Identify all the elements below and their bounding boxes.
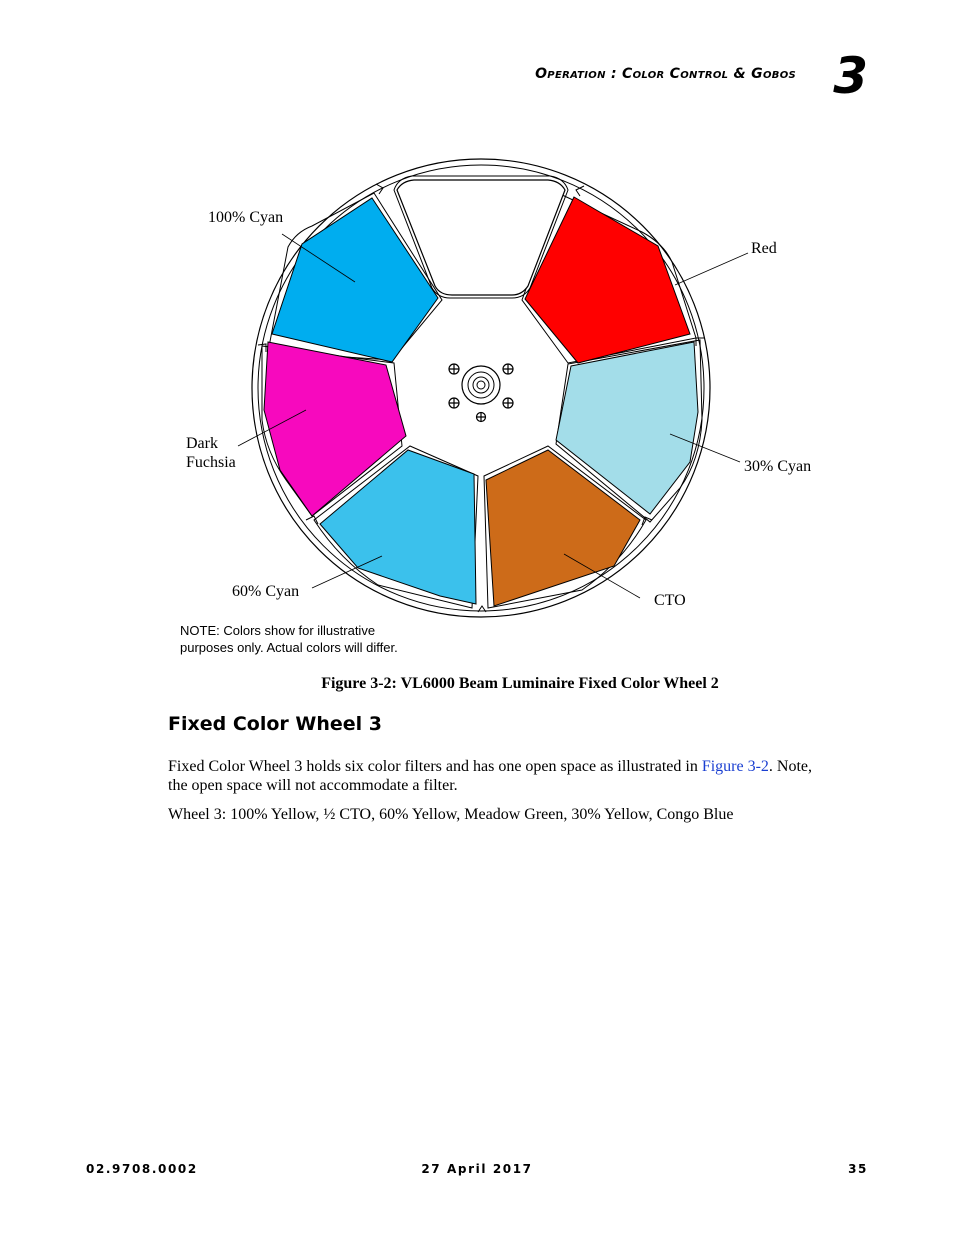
label-dark-fuchsia-line2: Fuchsia: [186, 454, 236, 471]
footer-doc-number: 02.9708.0002: [86, 1162, 198, 1176]
label-100-cyan: 100% Cyan: [208, 209, 284, 226]
label-red: Red: [751, 240, 777, 257]
hub: [462, 366, 500, 404]
paragraph-1: [168, 757, 868, 795]
footer-date: 27 April 2017: [421, 1162, 533, 1176]
paragraph-1-text-end: . Note,: [768, 758, 813, 775]
label-cto: CTO: [654, 592, 686, 609]
paragraph-1-text: Fixed Color Wheel 3 holds six color filters and has one open space as illustrated in: [168, 758, 702, 775]
label-60-cyan: 60% Cyan: [232, 583, 300, 600]
paragraph-2: Wheel 3: 100% Yellow, ½ CTO, 60% Yellow, Meadow Green, 30% Yellow, Congo Blue: [168, 806, 734, 823]
figure-note: [180, 622, 398, 656]
label-30-cyan: 30% Cyan: [744, 458, 812, 475]
paragraph-1-line2: the open space will not accommodate a filter.: [168, 777, 458, 794]
figure-note-line1: NOTE: Colors show for illustrative: [180, 623, 376, 638]
figure-note-line2: purposes only. Actual colors will differ.: [180, 640, 398, 655]
label-dark-fuchsia-line1: Dark: [186, 435, 218, 452]
chapter-number: 3: [833, 47, 868, 105]
header-section-title: Operation : Color Control & Gobos: [535, 66, 796, 82]
section-heading: Fixed Color Wheel 3: [168, 713, 383, 735]
figure-link[interactable]: Figure 3-2: [701, 758, 769, 775]
figure-caption: Figure 3-2: VL6000 Beam Luminaire Fixed Color Wheel 2: [321, 675, 719, 692]
footer-page-number: 35: [848, 1162, 868, 1176]
